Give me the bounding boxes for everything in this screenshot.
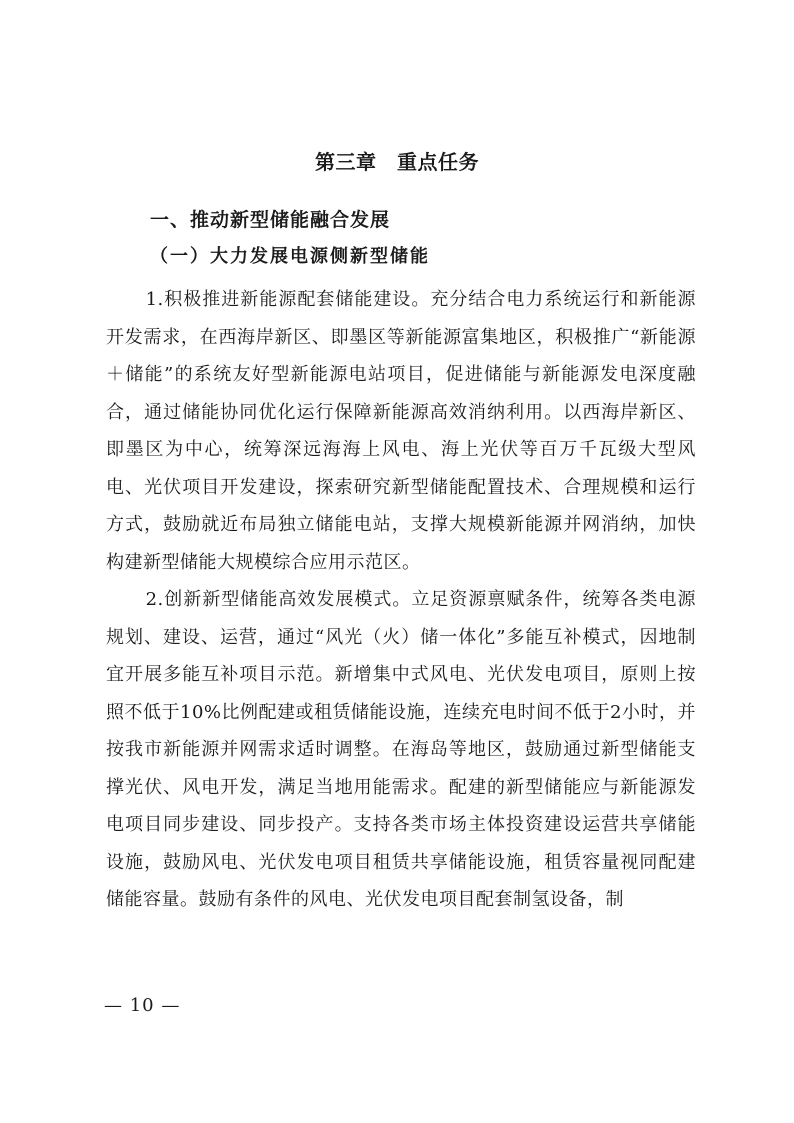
paragraph-1: 1.积极推进新能源配套储能建设。充分结合电力系统运行和新能源开发需求，在西海岸新区、即墨区等新能源富集地区，积极推广“新能源＋储能”的系统友好型新能源电站项目，促进储能与新能源发电深度融合，通过储能协同优化运行保障新能源高效消纳利用。以西海岸新区、即墨区为中心，统筹深远海海上风电、海上光伏等百万千瓦级大型风电、光伏项目开发建设，探索研究新型储能配置技术、合理规模和运行方式，鼓励就近布局独立储能电站，支撑大规模新能源并网消纳，加快构建新型储能大规模综合应用示范区。 xyxy=(106,289,696,573)
sub-heading: （一）大力发展电源侧新型储能 xyxy=(150,246,430,267)
page-number: — 10 — xyxy=(104,995,181,1016)
paragraph-2: 2.创新新型储能高效发展模式。立足资源禀赋条件，统筹各类电源规划、建设、运营，通过“风光（火）储一体化”多能互补模式，因地制宜开展多能互补项目示范。新增集中式风电、光伏发电项目，原则上按照不低于10%比例配建或租赁储能设施，连续充电时间不低于2小时，并按我市新能源并网需求适时调整。在海岛等地区，鼓励通过新型储能支撑光伏、风电开发，满足当地用能需求。配建的新型储能应与新能源发电项目同步建设、同步投产。支持各类市场主体投资建设运营共享储能设施，鼓励风电、光伏发电项目租赁共享储能设施，租赁容量视同配建储能容量。鼓励有条件的风电、光伏发电项目配套制氢设备，制 xyxy=(106,589,696,910)
body-text xyxy=(106,281,696,919)
section-heading: 一、推动新型储能融合发展 xyxy=(150,209,391,231)
chapter-title: 第三章 重点任务 xyxy=(315,150,479,174)
